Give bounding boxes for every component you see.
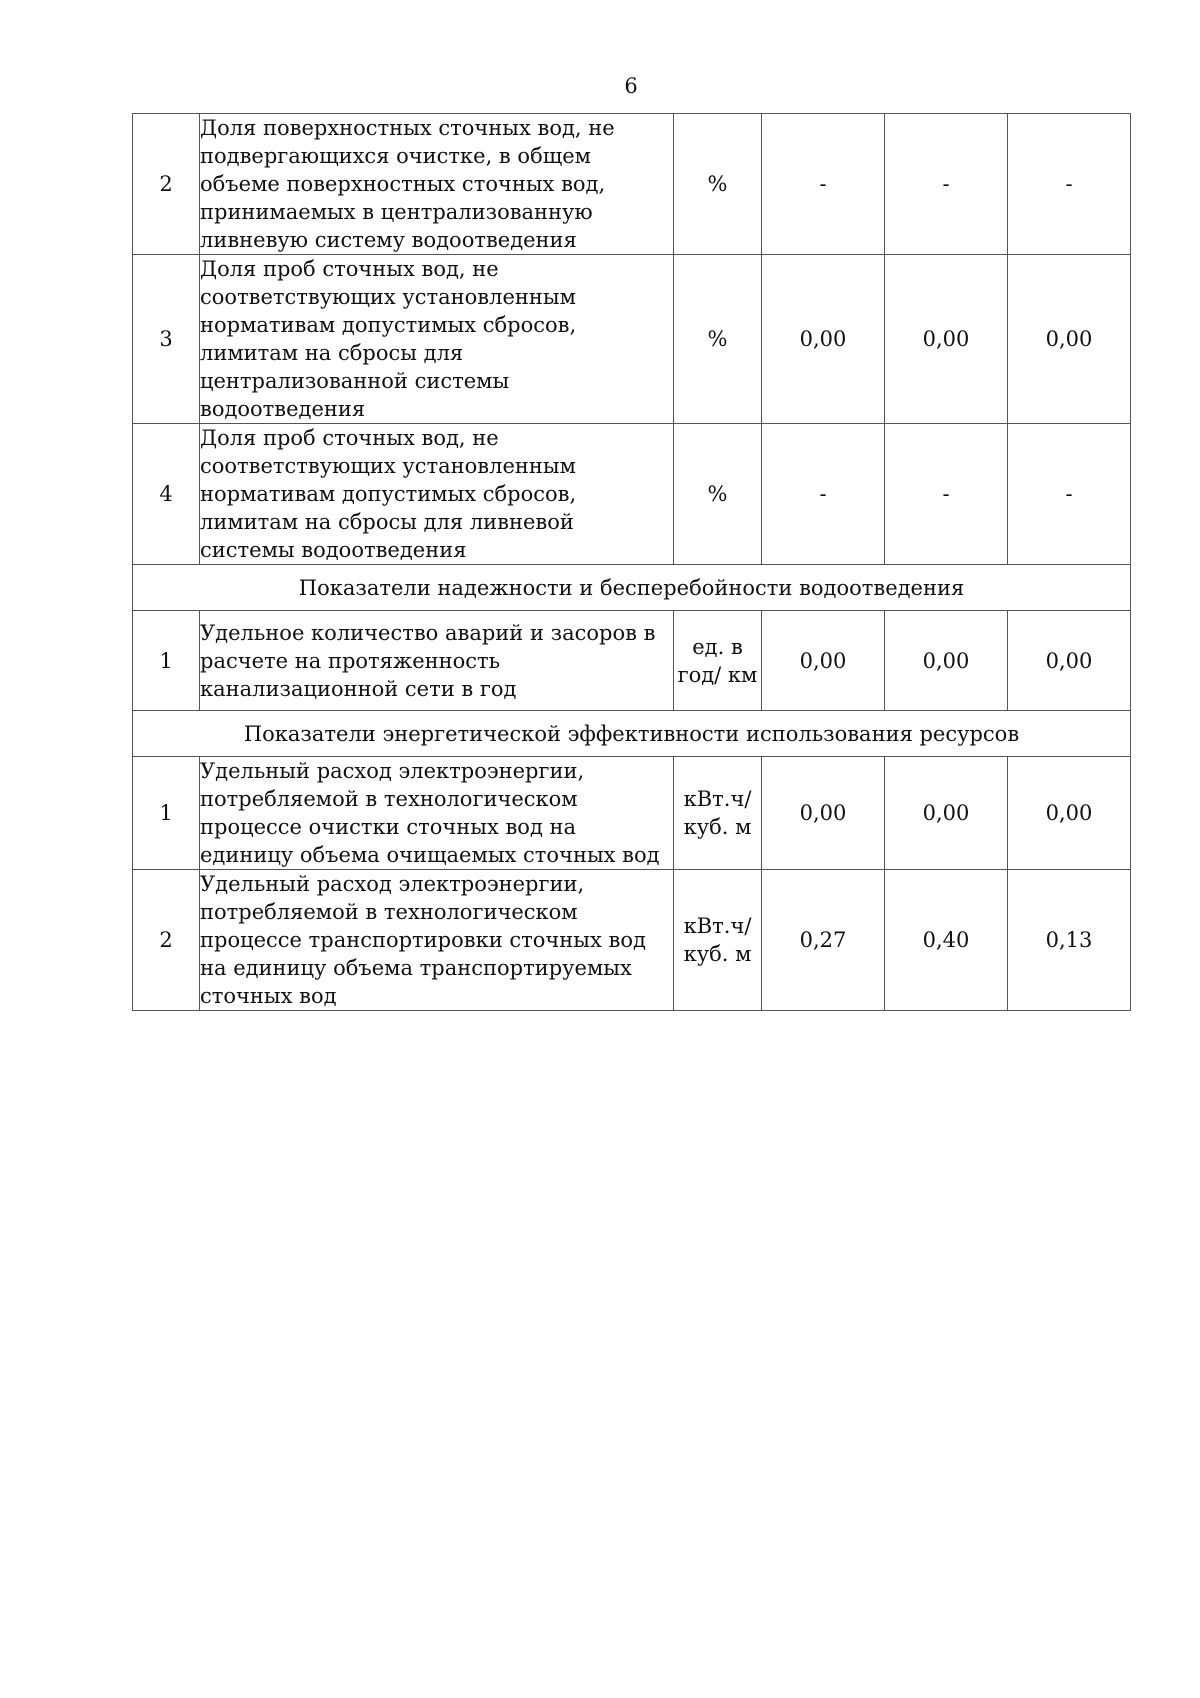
unit-cell: % <box>674 114 762 255</box>
value-cell: - <box>762 424 885 565</box>
table-row <box>133 424 1131 565</box>
value-cell: 0,40 <box>885 870 1008 1011</box>
row-number: 4 <box>133 424 200 565</box>
indicator-name: Удельный расход электроэнергии, потребляемой в технологическом процессе транспортировки сточных вод на единицу объема транспортируемых сточных вод <box>200 870 674 1011</box>
unit-cell: кВт.ч/ куб. м <box>674 757 762 870</box>
indicator-name: Удельное количество аварий и засоров в расчете на протяженность канализационной сети в год <box>200 611 674 711</box>
indicator-name: Доля проб сточных вод, не соответствующих установленным нормативам допустимых сбросов, лимитам на сбросы для ливневой системы водоотведения <box>200 424 674 565</box>
row-number: 2 <box>133 870 200 1011</box>
row-number: 2 <box>133 114 200 255</box>
value-cell: - <box>1008 114 1131 255</box>
row-number: 1 <box>133 611 200 711</box>
value-cell: 0,00 <box>885 611 1008 711</box>
row-number: 1 <box>133 757 200 870</box>
table-row <box>133 870 1131 1011</box>
value-cell: 0,27 <box>762 870 885 1011</box>
table-row <box>133 611 1131 711</box>
value-cell: 0,00 <box>1008 255 1131 424</box>
value-cell: - <box>762 114 885 255</box>
unit-cell: % <box>674 424 762 565</box>
value-cell: 0,00 <box>1008 611 1131 711</box>
indicator-name: Доля проб сточных вод, не соответствующих установленным нормативам допустимых сбросов, лимитам на сбросы для централизованной системы водоотведения <box>200 255 674 424</box>
indicator-name: Доля поверхностных сточных вод, не подвергающихся очистке, в общем объеме поверхностных сточных вод, принимаемых в централизованную ливневую систему водоотведения <box>200 114 674 255</box>
section-header-row <box>133 711 1131 757</box>
value-cell: 0,13 <box>1008 870 1131 1011</box>
value-cell: 0,00 <box>885 757 1008 870</box>
page-number: 6 <box>624 74 638 98</box>
row-number: 3 <box>133 255 200 424</box>
value-cell: 0,00 <box>762 255 885 424</box>
table-row <box>133 255 1131 424</box>
value-cell: 0,00 <box>885 255 1008 424</box>
value-cell: - <box>1008 424 1131 565</box>
section-title: Показатели надежности и бесперебойности водоотведения <box>133 565 1131 611</box>
unit-cell: кВт.ч/ куб. м <box>674 870 762 1011</box>
unit-cell: % <box>674 255 762 424</box>
value-cell: - <box>885 114 1008 255</box>
value-cell: - <box>885 424 1008 565</box>
table-row <box>133 114 1131 255</box>
indicators-table <box>132 113 1131 1011</box>
section-header-row <box>133 565 1131 611</box>
unit-cell: ед. в год/ км <box>674 611 762 711</box>
section-title: Показатели энергетической эффективности использования ресурсов <box>133 711 1131 757</box>
value-cell: 0,00 <box>762 611 885 711</box>
value-cell: 0,00 <box>762 757 885 870</box>
indicator-name: Удельный расход электроэнергии, потребляемой в технологическом процессе очистки сточных вод на единицу объема очищаемых сточных вод <box>200 757 674 870</box>
value-cell: 0,00 <box>1008 757 1131 870</box>
table-row <box>133 757 1131 870</box>
